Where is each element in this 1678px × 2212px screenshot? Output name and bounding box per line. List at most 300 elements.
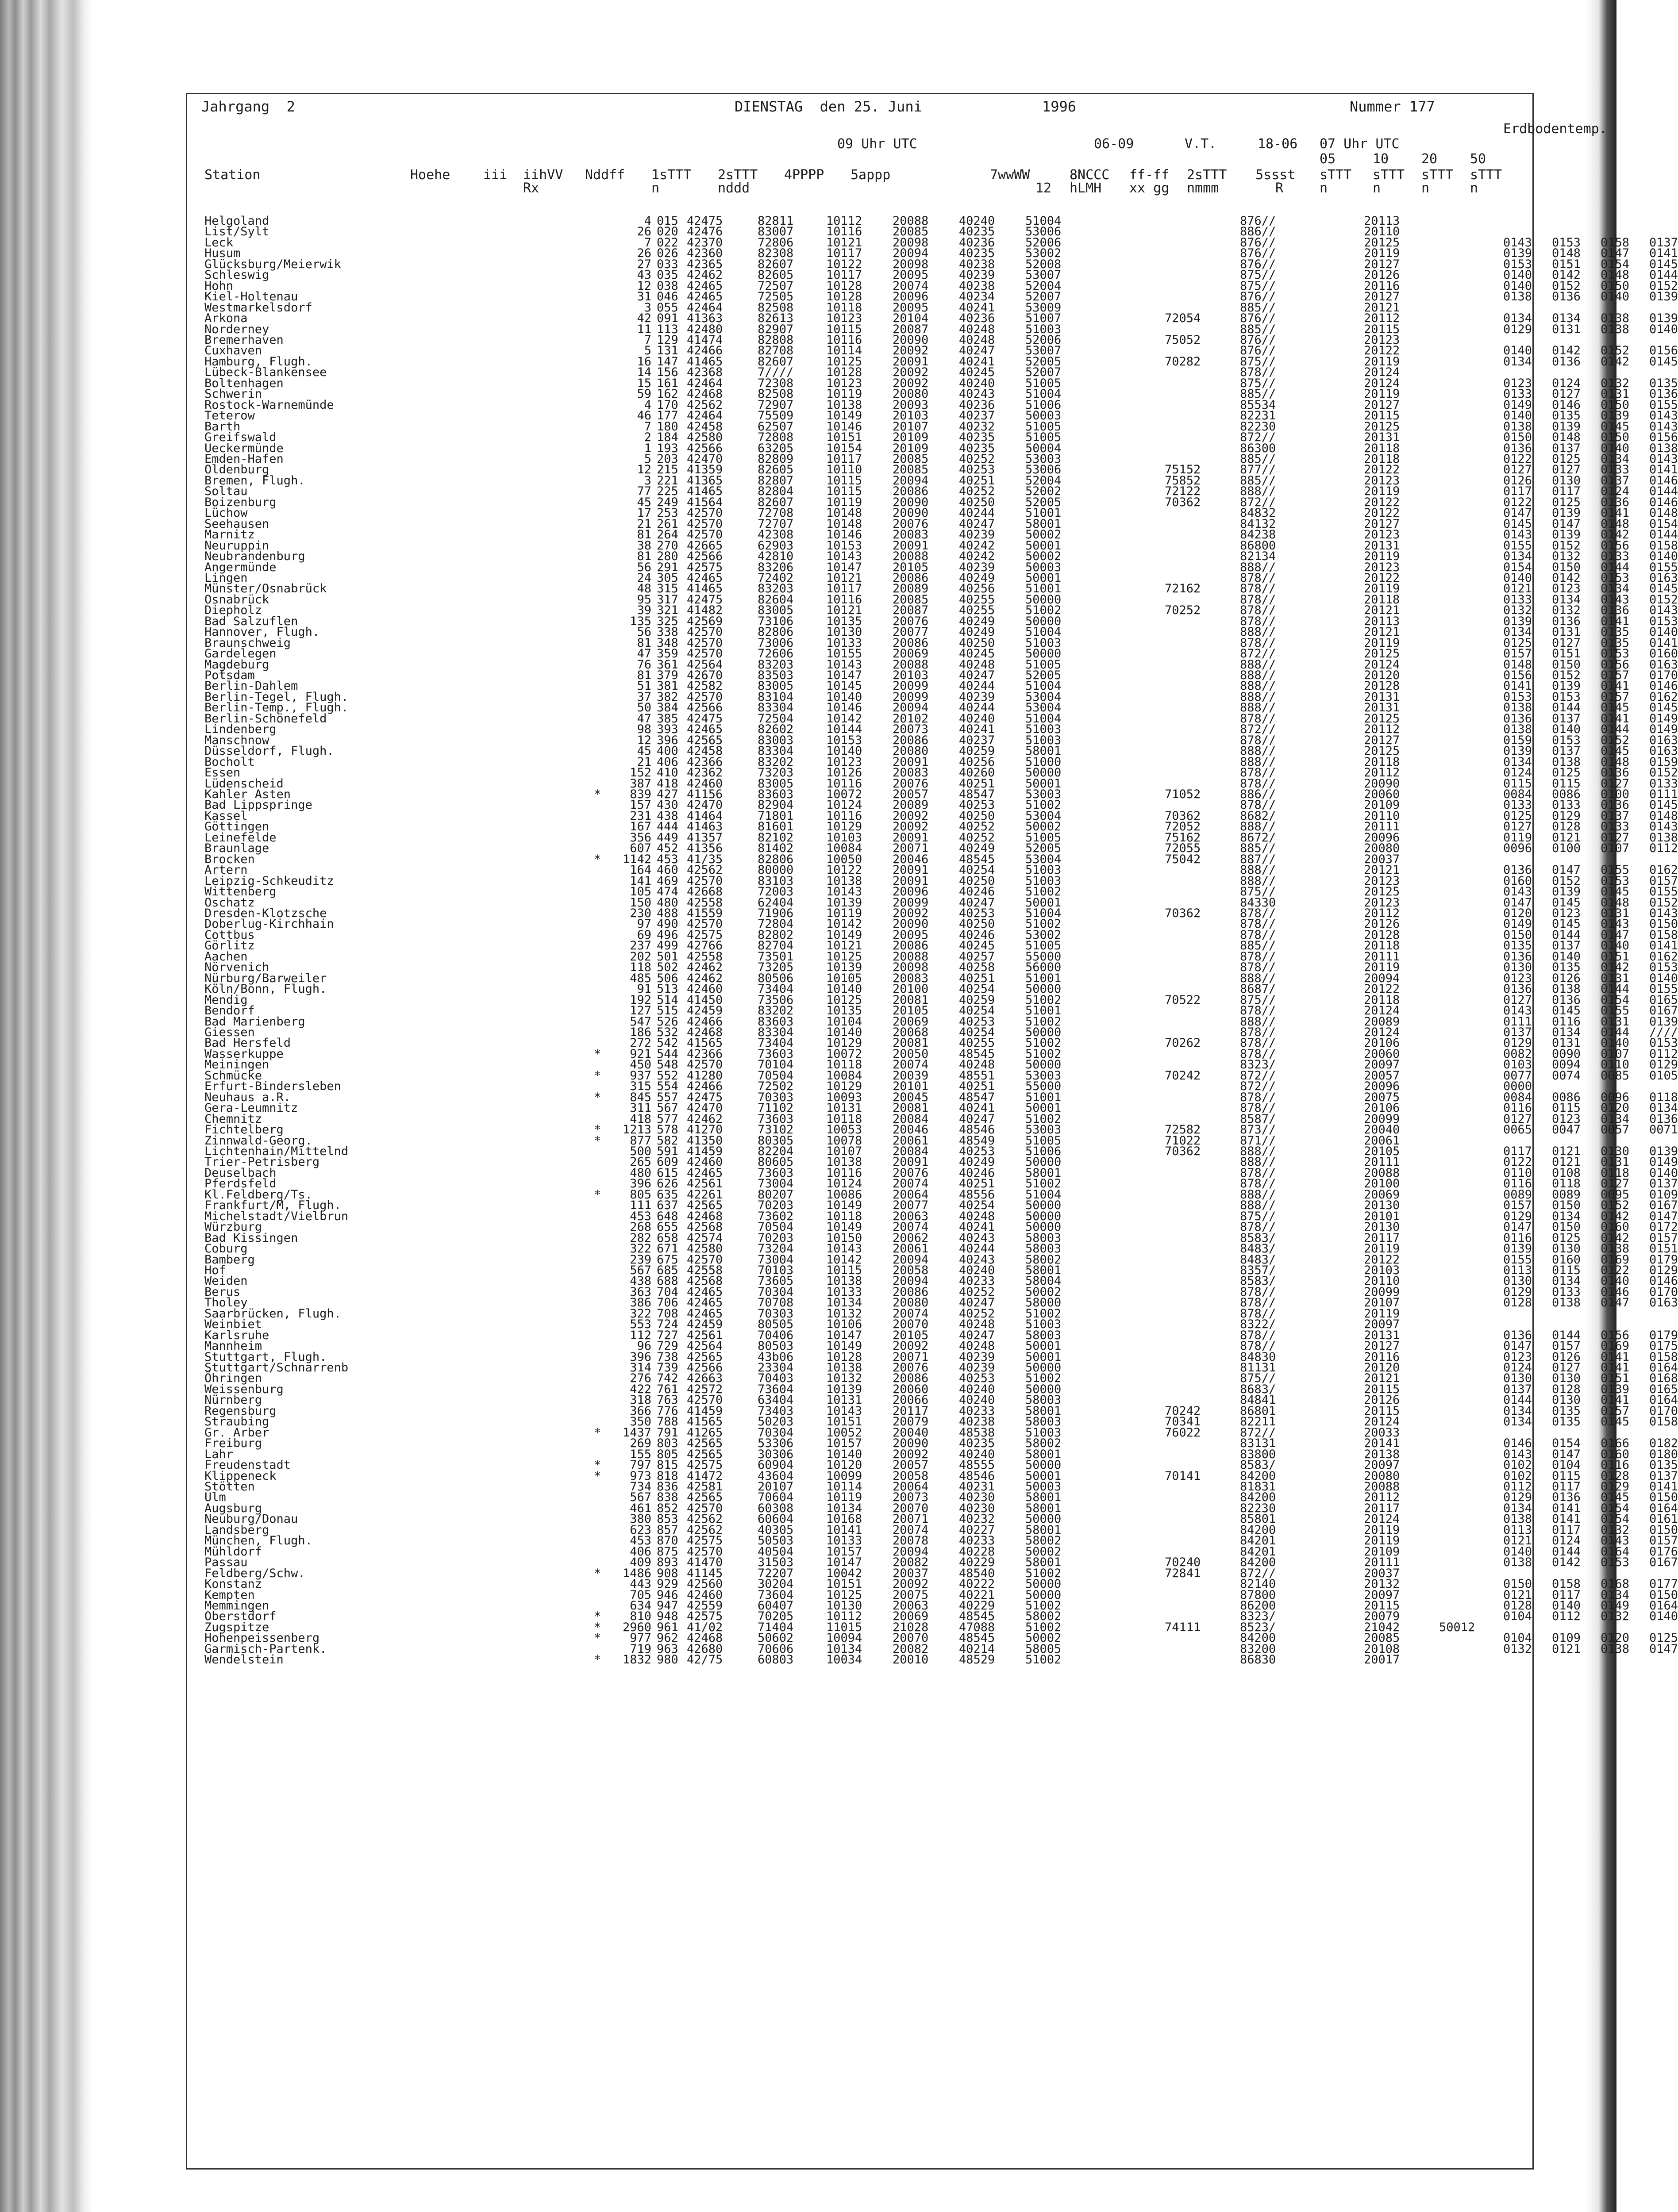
table-row	[204, 657, 1678, 672]
station-name: Bendorf	[204, 1004, 255, 1018]
cell-iihvv: 42562	[687, 1523, 723, 1537]
cell-5appp: 58004	[1025, 1274, 1062, 1288]
cell-soil-50: 0145	[1649, 582, 1678, 596]
station-name: Landsberg	[204, 1523, 269, 1537]
cell-1sttt: 10122	[826, 863, 862, 877]
table-row	[204, 517, 1678, 531]
cell-2sttt-night: 20112	[1364, 906, 1400, 920]
cell-nddff: 82308	[758, 246, 794, 261]
station-height: 719	[630, 1642, 651, 1656]
cell-2sttt-night: 20131	[1364, 430, 1400, 445]
cell-soil-05: 0134	[1503, 1404, 1532, 1418]
cell-soil-50: 0145	[1649, 798, 1678, 812]
cell-2sttt-night: 20060	[1364, 787, 1400, 802]
station-iii: 291	[657, 560, 678, 574]
station-name: Bad Kissingen	[204, 1231, 298, 1245]
cell-1sttt: 10142	[826, 917, 862, 931]
cell-5appp: 51005	[1025, 657, 1062, 672]
table-row	[204, 1393, 1678, 1407]
cell-soil-05: 0113	[1503, 1523, 1532, 1537]
cell-soil-50: 0170	[1649, 1404, 1678, 1418]
cell-4pppp: 40240	[959, 214, 995, 228]
station-iii: 591	[657, 1144, 678, 1158]
cell-iihvv: 42569	[687, 614, 723, 628]
station-height: 805	[630, 1187, 651, 1202]
cell-8nccc: 875//	[1240, 279, 1276, 293]
cell-8nccc: 872//	[1240, 495, 1276, 509]
cell-2sttt-night: 20126	[1364, 268, 1400, 282]
station-height: 7	[644, 235, 651, 250]
station-iii: 526	[657, 1014, 678, 1029]
cell-nddff: 70203	[758, 1198, 794, 1213]
cell-2sttt: 20076	[893, 517, 929, 531]
cell-5appp: 50003	[1025, 1480, 1062, 1494]
station-height: 268	[630, 1220, 651, 1234]
station-name: Weiden	[204, 1274, 248, 1288]
cell-8nccc: 872//	[1240, 647, 1276, 661]
station-name: Marnitz	[204, 528, 255, 542]
cell-iihvv: 42766	[687, 939, 723, 953]
table-row	[204, 1382, 1678, 1396]
cell-8nccc: 878//	[1240, 1328, 1276, 1342]
cell-soil-05: 0143	[1503, 528, 1532, 542]
cell-2sttt-night: 20057	[1364, 1068, 1400, 1083]
cell-4pppp: 40232	[959, 419, 995, 434]
cell-2sttt-night: 20123	[1364, 528, 1400, 542]
cell-iihvv: 42663	[687, 1371, 723, 1386]
station-iii: 480	[657, 895, 678, 910]
cell-soil-10: 0137	[1552, 939, 1581, 953]
cell-8nccc: 82230	[1240, 1501, 1276, 1515]
cell-soil-50: 0170	[1649, 668, 1678, 683]
cell-soil-20: 0152	[1601, 1198, 1630, 1213]
cell-soil-05: 0129	[1503, 322, 1532, 336]
table-row	[204, 246, 1678, 261]
cell-2sttt-night: 20127	[1364, 733, 1400, 747]
station-name: Emden-Hafen	[204, 452, 284, 466]
station-height: 76	[637, 657, 651, 672]
station-name: Arkona	[204, 311, 248, 326]
s1n-col-header: n	[651, 180, 660, 196]
station-name: Klippeneck	[204, 1469, 277, 1483]
date-label: DIENSTAG den 25. Juni	[735, 98, 922, 115]
table-row	[204, 1252, 1678, 1267]
cell-soil-05: 0102	[1503, 1469, 1532, 1483]
utc07-header: 07 Uhr UTC	[1320, 136, 1400, 152]
cell-2sttt: 20092	[893, 1339, 929, 1353]
station-iii: 838	[657, 1490, 678, 1505]
cell-soil-20: 0141	[1601, 614, 1630, 628]
cell-2sttt-night: 20088	[1364, 1166, 1400, 1180]
cell-2sttt: 20071	[893, 841, 929, 856]
cell-soil-10: 0134	[1552, 1274, 1581, 1288]
mountain-marker: *	[594, 1458, 601, 1472]
cell-1sttt: 10125	[826, 354, 862, 369]
cell-4pppp: 40229	[959, 1555, 995, 1570]
cell-2sttt: 20071	[893, 1512, 929, 1526]
cell-soil-05: 0124	[1503, 766, 1532, 780]
cell-2sttt: 20105	[893, 560, 929, 574]
mountain-marker: *	[594, 1609, 601, 1624]
cell-5appp: 51002	[1025, 1620, 1062, 1634]
cell-5appp: 51002	[1025, 1036, 1062, 1050]
station-height: 7	[644, 419, 651, 434]
cell-8nccc: 888//	[1240, 863, 1276, 877]
station-name: Cuxhaven	[204, 344, 262, 358]
cell-iihvv: 41464	[687, 809, 723, 823]
cell-soil-20: 0148	[1601, 895, 1630, 910]
cell-2sttt-night: 20127	[1364, 398, 1400, 412]
station-iii: 501	[657, 949, 678, 964]
cell-soil-10: 0121	[1552, 1144, 1581, 1158]
cell-soil-05: 0136	[1503, 982, 1532, 996]
station-name: Hof	[204, 1263, 226, 1277]
cell-nddff: 82607	[758, 495, 794, 509]
station-name: Wasserkuppe	[204, 1047, 284, 1061]
cell-iihvv: 42570	[687, 647, 723, 661]
station-height: 634	[630, 1599, 651, 1613]
cell-4pppp: 40247	[959, 1296, 995, 1310]
cell-2sttt: 20103	[893, 668, 929, 683]
cell-soil-50: 0152	[1649, 895, 1678, 910]
cell-4pppp: 40249	[959, 1155, 995, 1169]
cell-2sttt-night: 20125	[1364, 647, 1400, 661]
station-iii: 554	[657, 1079, 678, 1094]
cell-soil-05: 0125	[1503, 636, 1532, 650]
cell-1sttt: 10155	[826, 647, 862, 661]
cell-1sttt: 10142	[826, 711, 862, 726]
cell-soil-50: 0157	[1649, 1231, 1678, 1245]
cell-soil-05: 0117	[1503, 1144, 1532, 1158]
station-height: 877	[630, 1133, 651, 1148]
cell-soil-20: 0137	[1601, 809, 1630, 823]
cell-soil-20: 0154	[1601, 257, 1630, 271]
cell-5appp: 52006	[1025, 235, 1062, 250]
table-row	[204, 344, 1678, 358]
cell-4pppp: 40250	[959, 917, 995, 931]
table-row	[204, 701, 1678, 715]
cell-8nccc: 885//	[1240, 322, 1276, 336]
cell-2sttt: 20089	[893, 798, 929, 812]
cell-soil-20: 0145	[1601, 419, 1630, 434]
cell-soil-10: 0124	[1552, 376, 1581, 390]
cell-soil-05: 0143	[1503, 1447, 1532, 1461]
cell-1sttt: 10145	[826, 679, 862, 693]
cell-iihvv: 42665	[687, 538, 723, 553]
cell-4pppp: 40235	[959, 441, 995, 455]
cell-soil-50: 0158	[1649, 1350, 1678, 1364]
cell-4pppp: 40227	[959, 1523, 995, 1537]
cell-1sttt: 10112	[826, 214, 862, 228]
cell-nddff: 73603	[758, 1047, 794, 1061]
cell-soil-20: 0131	[1601, 387, 1630, 401]
cell-2sttt-night: 20106	[1364, 1036, 1400, 1050]
station-iii: 742	[657, 1371, 678, 1386]
cell-soil-20: 0120	[1601, 1101, 1630, 1115]
cell-soil-50: 0137	[1649, 1469, 1678, 1483]
table-row	[204, 1447, 1678, 1461]
station-iii: 393	[657, 722, 678, 737]
cell-soil-10: 0086	[1552, 1090, 1581, 1104]
cell-nddff: 82806	[758, 852, 794, 866]
station-height: 977	[630, 1631, 651, 1645]
cell-iihvv: 42570	[687, 506, 723, 520]
cell-soil-20: 0155	[1601, 1004, 1630, 1018]
table-row	[204, 809, 1678, 823]
cell-soil-10: 0086	[1552, 787, 1581, 802]
cell-soil-20: 0169	[1601, 1252, 1630, 1267]
ww7-col-header: 7wwWW	[990, 167, 1030, 183]
cell-1sttt: 10115	[826, 473, 862, 488]
cell-nddff: 70203	[758, 1231, 794, 1245]
cell-soil-05: 0134	[1503, 311, 1532, 326]
cell-soil-05: 0139	[1503, 1242, 1532, 1256]
cell-iihvv: 41357	[687, 830, 723, 845]
cell-2sttt-night: 20060	[1364, 1047, 1400, 1061]
cell-1sttt: 10139	[826, 960, 862, 975]
station-height: 81	[637, 668, 651, 683]
cell-soil-20: 0144	[1601, 722, 1630, 737]
cell-soil-10: 0150	[1552, 1198, 1581, 1213]
station-iii: 177	[657, 409, 678, 423]
cell-5appp: 51003	[1025, 863, 1062, 877]
cell-soil-50: 0152	[1649, 592, 1678, 607]
cell-nddff: 42308	[758, 528, 794, 542]
cell-5appp: 50000	[1025, 1025, 1062, 1039]
cell-2sttt: 20094	[893, 701, 929, 715]
cell-nddff: 72502	[758, 1079, 794, 1094]
cell-4pppp: 48545	[959, 1047, 995, 1061]
cell-2sttt: 20074	[893, 1177, 929, 1191]
cell-1sttt: 10123	[826, 376, 862, 390]
station-name: Braunlage	[204, 841, 269, 856]
cell-7wwww: 70522	[1165, 993, 1201, 1007]
cell-nddff: 82806	[758, 625, 794, 639]
cell-4pppp: 40251	[959, 1177, 995, 1191]
cell-soil-50: 0150	[1649, 1588, 1678, 1602]
cell-8nccc: 84200	[1240, 1490, 1276, 1505]
cell-1sttt: 10143	[826, 1404, 862, 1418]
cell-4pppp: 40243	[959, 1252, 995, 1267]
cell-2sttt-night: 20124	[1364, 1415, 1400, 1429]
r-col-header: R	[1275, 180, 1284, 196]
station-name: Passau	[204, 1555, 248, 1570]
station-name: Teterow	[204, 409, 255, 423]
cell-5appp: 50000	[1025, 1220, 1062, 1234]
station-name: Bremerhaven	[204, 333, 284, 347]
cell-2sttt-night: 20138	[1364, 1447, 1400, 1461]
cell-soil-50: 0129	[1649, 1058, 1678, 1072]
station-name: Bremen, Flugh.	[204, 473, 305, 488]
table-row	[204, 1166, 1678, 1180]
cell-4pppp: 40236	[959, 235, 995, 250]
cell-1sttt: 10147	[826, 560, 862, 574]
cell-8nccc: 878//	[1240, 592, 1276, 607]
cell-soil-05: 0112	[1503, 1480, 1532, 1494]
cell-iihvv: 41465	[687, 582, 723, 596]
station-height: 322	[630, 1242, 651, 1256]
cell-2sttt-night: 20100	[1364, 1177, 1400, 1191]
station-iii: 469	[657, 874, 678, 888]
cell-soil-20: 0147	[1601, 1296, 1630, 1310]
cell-iihvv: 42460	[687, 1588, 723, 1602]
cell-1sttt: 10125	[826, 949, 862, 964]
cell-soil-10: 0074	[1552, 1068, 1581, 1083]
cell-4pppp: 48556	[959, 1187, 995, 1202]
cell-4pppp: 40254	[959, 1198, 995, 1213]
station-name: Ulm	[204, 1490, 226, 1505]
cell-soil-10: 0130	[1552, 473, 1581, 488]
table-row	[204, 1642, 1678, 1656]
cell-2sttt: 20094	[893, 246, 929, 261]
station-height: 5	[644, 344, 651, 358]
cell-soil-20: 0143	[1601, 917, 1630, 931]
cell-soil-10: 0137	[1552, 744, 1581, 758]
cell-2sttt: 20095	[893, 300, 929, 315]
cell-7wwww: 72052	[1165, 820, 1201, 834]
cell-4pppp: 40253	[959, 798, 995, 812]
cell-1sttt: 10053	[826, 1123, 862, 1137]
cell-nddff: 82807	[758, 473, 794, 488]
station-height: 567	[630, 1263, 651, 1277]
cell-5appp: 51000	[1025, 755, 1062, 769]
cell-iihvv: 42464	[687, 376, 723, 390]
cell-soil-50: 0164	[1649, 1501, 1678, 1515]
cell-7wwww: 70141	[1165, 1469, 1201, 1483]
cell-8nccc: 878//	[1240, 571, 1276, 585]
cell-soil-05: 0149	[1503, 398, 1532, 412]
cell-soil-05: 0119	[1503, 830, 1532, 845]
cell-1sttt: 10119	[826, 1490, 862, 1505]
station-height: 356	[630, 830, 651, 845]
cell-soil-50: 0105	[1649, 1068, 1678, 1083]
cell-iihvv: 42475	[687, 711, 723, 726]
cell-soil-20: 0138	[1601, 1242, 1630, 1256]
cell-soil-20: 0155	[1601, 863, 1630, 877]
cell-soil-20: 0131	[1601, 1014, 1630, 1029]
station-iii: 875	[657, 1544, 678, 1559]
cell-soil-20: 0107	[1601, 841, 1630, 856]
cell-1sttt: 10133	[826, 636, 862, 650]
cell-2sttt-night: 20122	[1364, 495, 1400, 509]
cell-8nccc: 876//	[1240, 246, 1276, 261]
station-height: 4	[644, 214, 651, 228]
cell-2sttt: 20095	[893, 268, 929, 282]
station-height: 322	[630, 1306, 651, 1321]
cell-2sttt: 20081	[893, 1101, 929, 1115]
cell-5appp: 53009	[1025, 300, 1062, 315]
cell-nddff: 50203	[758, 1415, 794, 1429]
cell-soil-10: 0153	[1552, 235, 1581, 250]
station-name: List/Sylt	[204, 225, 269, 239]
cell-2sttt-night: 20079	[1364, 1609, 1400, 1624]
table-row	[204, 1490, 1678, 1505]
cell-2sttt: 20092	[893, 376, 929, 390]
cell-2sttt: 20109	[893, 430, 929, 445]
cell-soil-10: 0125	[1552, 495, 1581, 509]
cell-nddff: 83202	[758, 755, 794, 769]
cell-nddff: 73004	[758, 1252, 794, 1267]
cell-soil-10: 0144	[1552, 1544, 1581, 1559]
cell-iihvv: 42466	[687, 1014, 723, 1029]
table-row	[204, 1101, 1678, 1115]
cell-1sttt: 10119	[826, 906, 862, 920]
station-height: 15	[637, 376, 651, 390]
station-name: Mühldorf	[204, 1544, 262, 1559]
station-name: Manschnow	[204, 733, 269, 747]
cell-nddff: 30306	[758, 1447, 794, 1461]
cell-2sttt: 20077	[893, 1198, 929, 1213]
iii-col-header: iii	[483, 167, 508, 183]
cell-4pppp: 48545	[959, 1631, 995, 1645]
cell-2sttt: 20091	[893, 863, 929, 877]
cell-2sttt: 20090	[893, 917, 929, 931]
station-height: 56	[637, 560, 651, 574]
cell-8nccc: 872//	[1240, 430, 1276, 445]
station-name: Bad Hersfeld	[204, 1036, 291, 1050]
table-row	[204, 1371, 1678, 1386]
table-row	[204, 398, 1678, 412]
cell-1sttt: 10116	[826, 809, 862, 823]
table-row	[204, 1177, 1678, 1191]
cell-soil-10: 0153	[1552, 733, 1581, 747]
station-name: Göttingen	[204, 820, 269, 834]
table-row	[204, 1047, 1678, 1061]
station-height: 81	[637, 549, 651, 564]
cell-soil-20: 0154	[1601, 1501, 1630, 1515]
cell-2sttt-night: 20075	[1364, 1090, 1400, 1104]
station-height: 921	[630, 1047, 651, 1061]
cell-2sttt: 20086	[893, 939, 929, 953]
cell-nddff: 40305	[758, 1523, 794, 1537]
station-height: 7	[644, 333, 651, 347]
cell-soil-50: 0177	[1649, 1577, 1678, 1591]
station-name: Pferdsfeld	[204, 1177, 277, 1191]
cell-8nccc: 82211	[1240, 1415, 1276, 1429]
station-iii: 739	[657, 1361, 678, 1375]
cell-soil-05: 0116	[1503, 1231, 1532, 1245]
cell-8nccc: 878//	[1240, 1285, 1276, 1299]
cell-nddff: 83005	[758, 776, 794, 791]
cell-5appp: 51005	[1025, 830, 1062, 845]
station-name: Kl.Feldberg/Ts.	[204, 1187, 312, 1202]
cell-soil-50: 0149	[1649, 1155, 1678, 1169]
table-row	[204, 1025, 1678, 1039]
station-name: Lüchow	[204, 506, 248, 520]
cell-soil-05: 0139	[1503, 614, 1532, 628]
station-height: 1	[644, 441, 651, 455]
station-height: 164	[630, 863, 651, 877]
cell-2sttt: 20074	[893, 1306, 929, 1321]
cell-soil-05: 0134	[1503, 1501, 1532, 1515]
cell-nddff: 73004	[758, 1177, 794, 1191]
cell-soil-50: 0163	[1649, 657, 1678, 672]
cell-soil-10: 0138	[1552, 755, 1581, 769]
cell-soil-10: 0138	[1552, 982, 1581, 996]
station-name: Norderney	[204, 322, 269, 336]
cell-5appp: 58001	[1025, 1490, 1062, 1505]
cell-nddff: 82508	[758, 300, 794, 315]
cell-iihvv: 42562	[687, 398, 723, 412]
station-name: Köln/Bonn, Flugh.	[204, 982, 327, 996]
table-row	[204, 463, 1678, 477]
station-name: Berlin-Schönefeld	[204, 711, 327, 726]
cell-1sttt: 10139	[826, 1382, 862, 1396]
cell-soil-50: 0157	[1649, 874, 1678, 888]
cell-2sttt: 20083	[893, 971, 929, 985]
cell-soil-10: 0117	[1552, 1588, 1581, 1602]
cell-4pppp: 40239	[959, 268, 995, 282]
